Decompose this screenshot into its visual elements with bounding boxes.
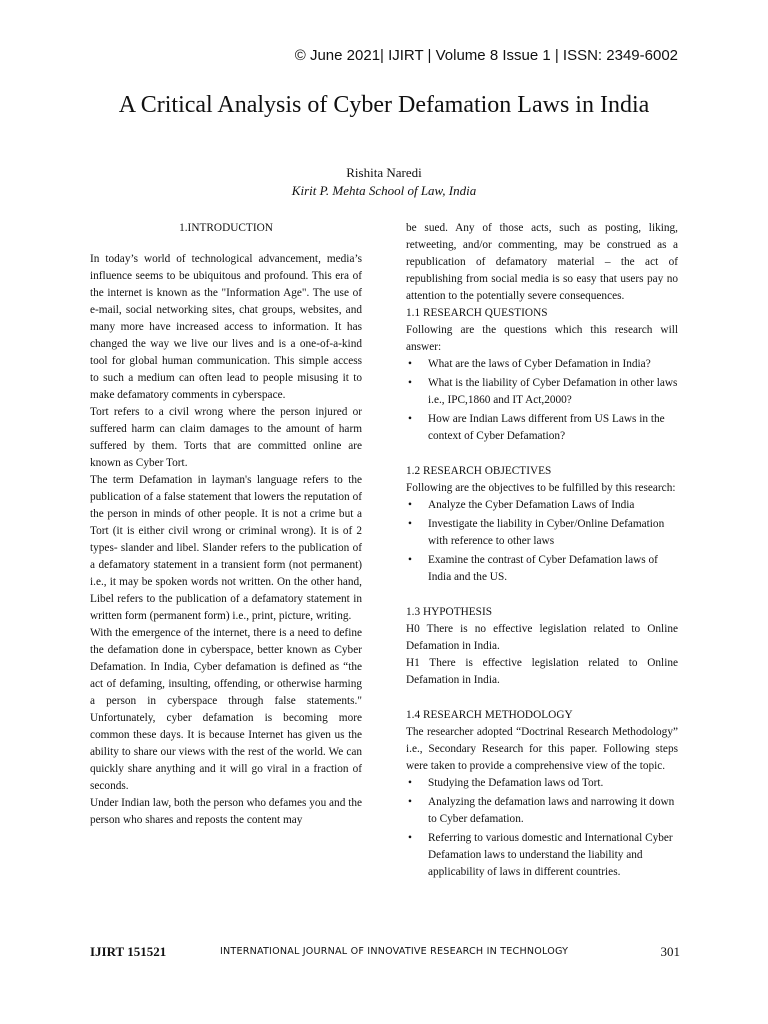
intro-paragraph-2: Tort refers to a civil wrong where the person injured or suffered harm can claim damages to the amount of harm suffered by them. Torts that are committed online are known as Cyber Tort.	[90, 406, 362, 469]
list-item: • Studying the Defamation laws od Tort.	[406, 775, 678, 792]
hypothesis-h1: H1 There is effective legislation related to Online Defamation in India.	[406, 657, 678, 686]
page-number: 301	[660, 944, 680, 959]
left-column	[90, 220, 362, 829]
intro-paragraph-1: In today’s world of technological advancement, media’s influence seems to be ubiquitous and profound. This era of the internet is known as the "Information Age". The use of e-mail, social networking sites, chat groups, websites, and many more have increased access to information. It has changed the way we live our lives and is a one-of-a-kind tool for global human communication. This simple access to such a medium can often lead to people misusing it to make defamatory comments in cyberspace.	[90, 253, 362, 401]
research-questions-heading: 1.1 RESEARCH QUESTIONS	[406, 307, 548, 319]
research-objectives-heading: 1.2 RESEARCH OBJECTIVES	[406, 465, 552, 477]
research-questions-intro: Following are the questions which this research will answer:	[406, 324, 678, 353]
intro-paragraph-4: With the emergence of the internet, there is a need to define the defamation done in cyberspace, better known as Cyber Defamation. In India, Cyber defamation is defined as “the act of defaming, insulting, offending, or otherwise harming a person in cyberspace through false statements." Unfortunately, cyber defamation is becoming more common these days. It is because Internet has given us the ability to share our views with the rest of the world. We can quickly share anything and it will go viral in a fraction of seconds.	[90, 627, 362, 792]
list-item: • Examine the contrast of Cyber Defamation laws of India and the US.	[406, 552, 678, 586]
research-methodology-list	[406, 775, 678, 881]
research-methodology-heading: 1.4 RESEARCH METHODOLOGY	[406, 709, 573, 721]
list-item: • Analyze the Cyber Defamation Laws of India	[406, 497, 678, 514]
research-objectives-intro: Following are the objectives to be fulfilled by this research:	[406, 482, 676, 494]
footer-paper-id: IJIRT 151521	[90, 944, 167, 959]
intro-paragraph-5: Under Indian law, both the person who defames you and the person who shares and reposts the content may	[90, 797, 362, 826]
list-item: • Investigate the liability in Cyber/Online Defamation with reference to other laws	[406, 516, 678, 550]
paper-title: A Critical Analysis of Cyber Defamation Laws in India	[118, 92, 650, 118]
hypothesis-heading: 1.3 HYPOTHESIS	[406, 606, 492, 618]
hypothesis-h0: H0 There is no effective legislation related to Online Defamation in India.	[406, 623, 678, 652]
research-questions-list	[406, 356, 678, 445]
list-item: • How are Indian Laws different from US Laws in the context of Cyber Defamation?	[406, 411, 678, 445]
right-column	[406, 220, 678, 883]
continuation-paragraph: be sued. Any of those acts, such as posting, liking, retweeting, and/or commenting, may be construed as a republication of defamatory material – the act of republishing from social media is so easy that users pay no attention to the potentially severe consequences.	[406, 222, 678, 302]
research-objectives-list	[406, 497, 678, 586]
page-footer	[90, 944, 680, 964]
introduction-heading: 1.INTRODUCTION	[179, 222, 273, 234]
intro-paragraph-3: The term Defamation in layman's language refers to the publication of a false statement that lowers the reputation of the person in minds of other people. It is not a crime but a Tort (it is either civil wrong or criminal wrong). It is of 2 types- slander and libel. Slander refers to the publication of a defamatory statement in a transient form (not permanent) i.e., it may be spoken words not written. On the other hand, Libel refers to the publication of a defamatory statement in written form (permanent form) i.e., print, picture, writing.	[90, 474, 362, 622]
list-item: • Referring to various domestic and International Cyber Defamation laws to understand the liability and applicability of laws in different countries.	[406, 830, 678, 881]
author-affiliation: Kirit P. Mehta School of Law, India	[291, 183, 477, 198]
list-item: • What are the laws of Cyber Defamation in India?	[406, 356, 678, 373]
author-name: Rishita Naredi	[346, 165, 422, 180]
list-item: • Analyzing the defamation laws and narrowing it down to Cyber defamation.	[406, 794, 678, 828]
journal-header: © June 2021| IJIRT | Volume 8 Issue 1 | ISSN: 2349-6002	[294, 47, 678, 64]
research-methodology-paragraph: The researcher adopted “Doctrinal Research Methodology” i.e., Secondary Research for this paper. Following steps were taken to provide a comprehensive view of the topic.	[406, 726, 678, 772]
footer-journal-name: INTERNATIONAL JOURNAL OF INNOVATIVE RESEARCH IN TECHNOLOGY	[220, 946, 569, 957]
list-item: • What is the liability of Cyber Defamation in other laws i.e., IPC,1860 and IT Act,2000?	[406, 375, 678, 409]
